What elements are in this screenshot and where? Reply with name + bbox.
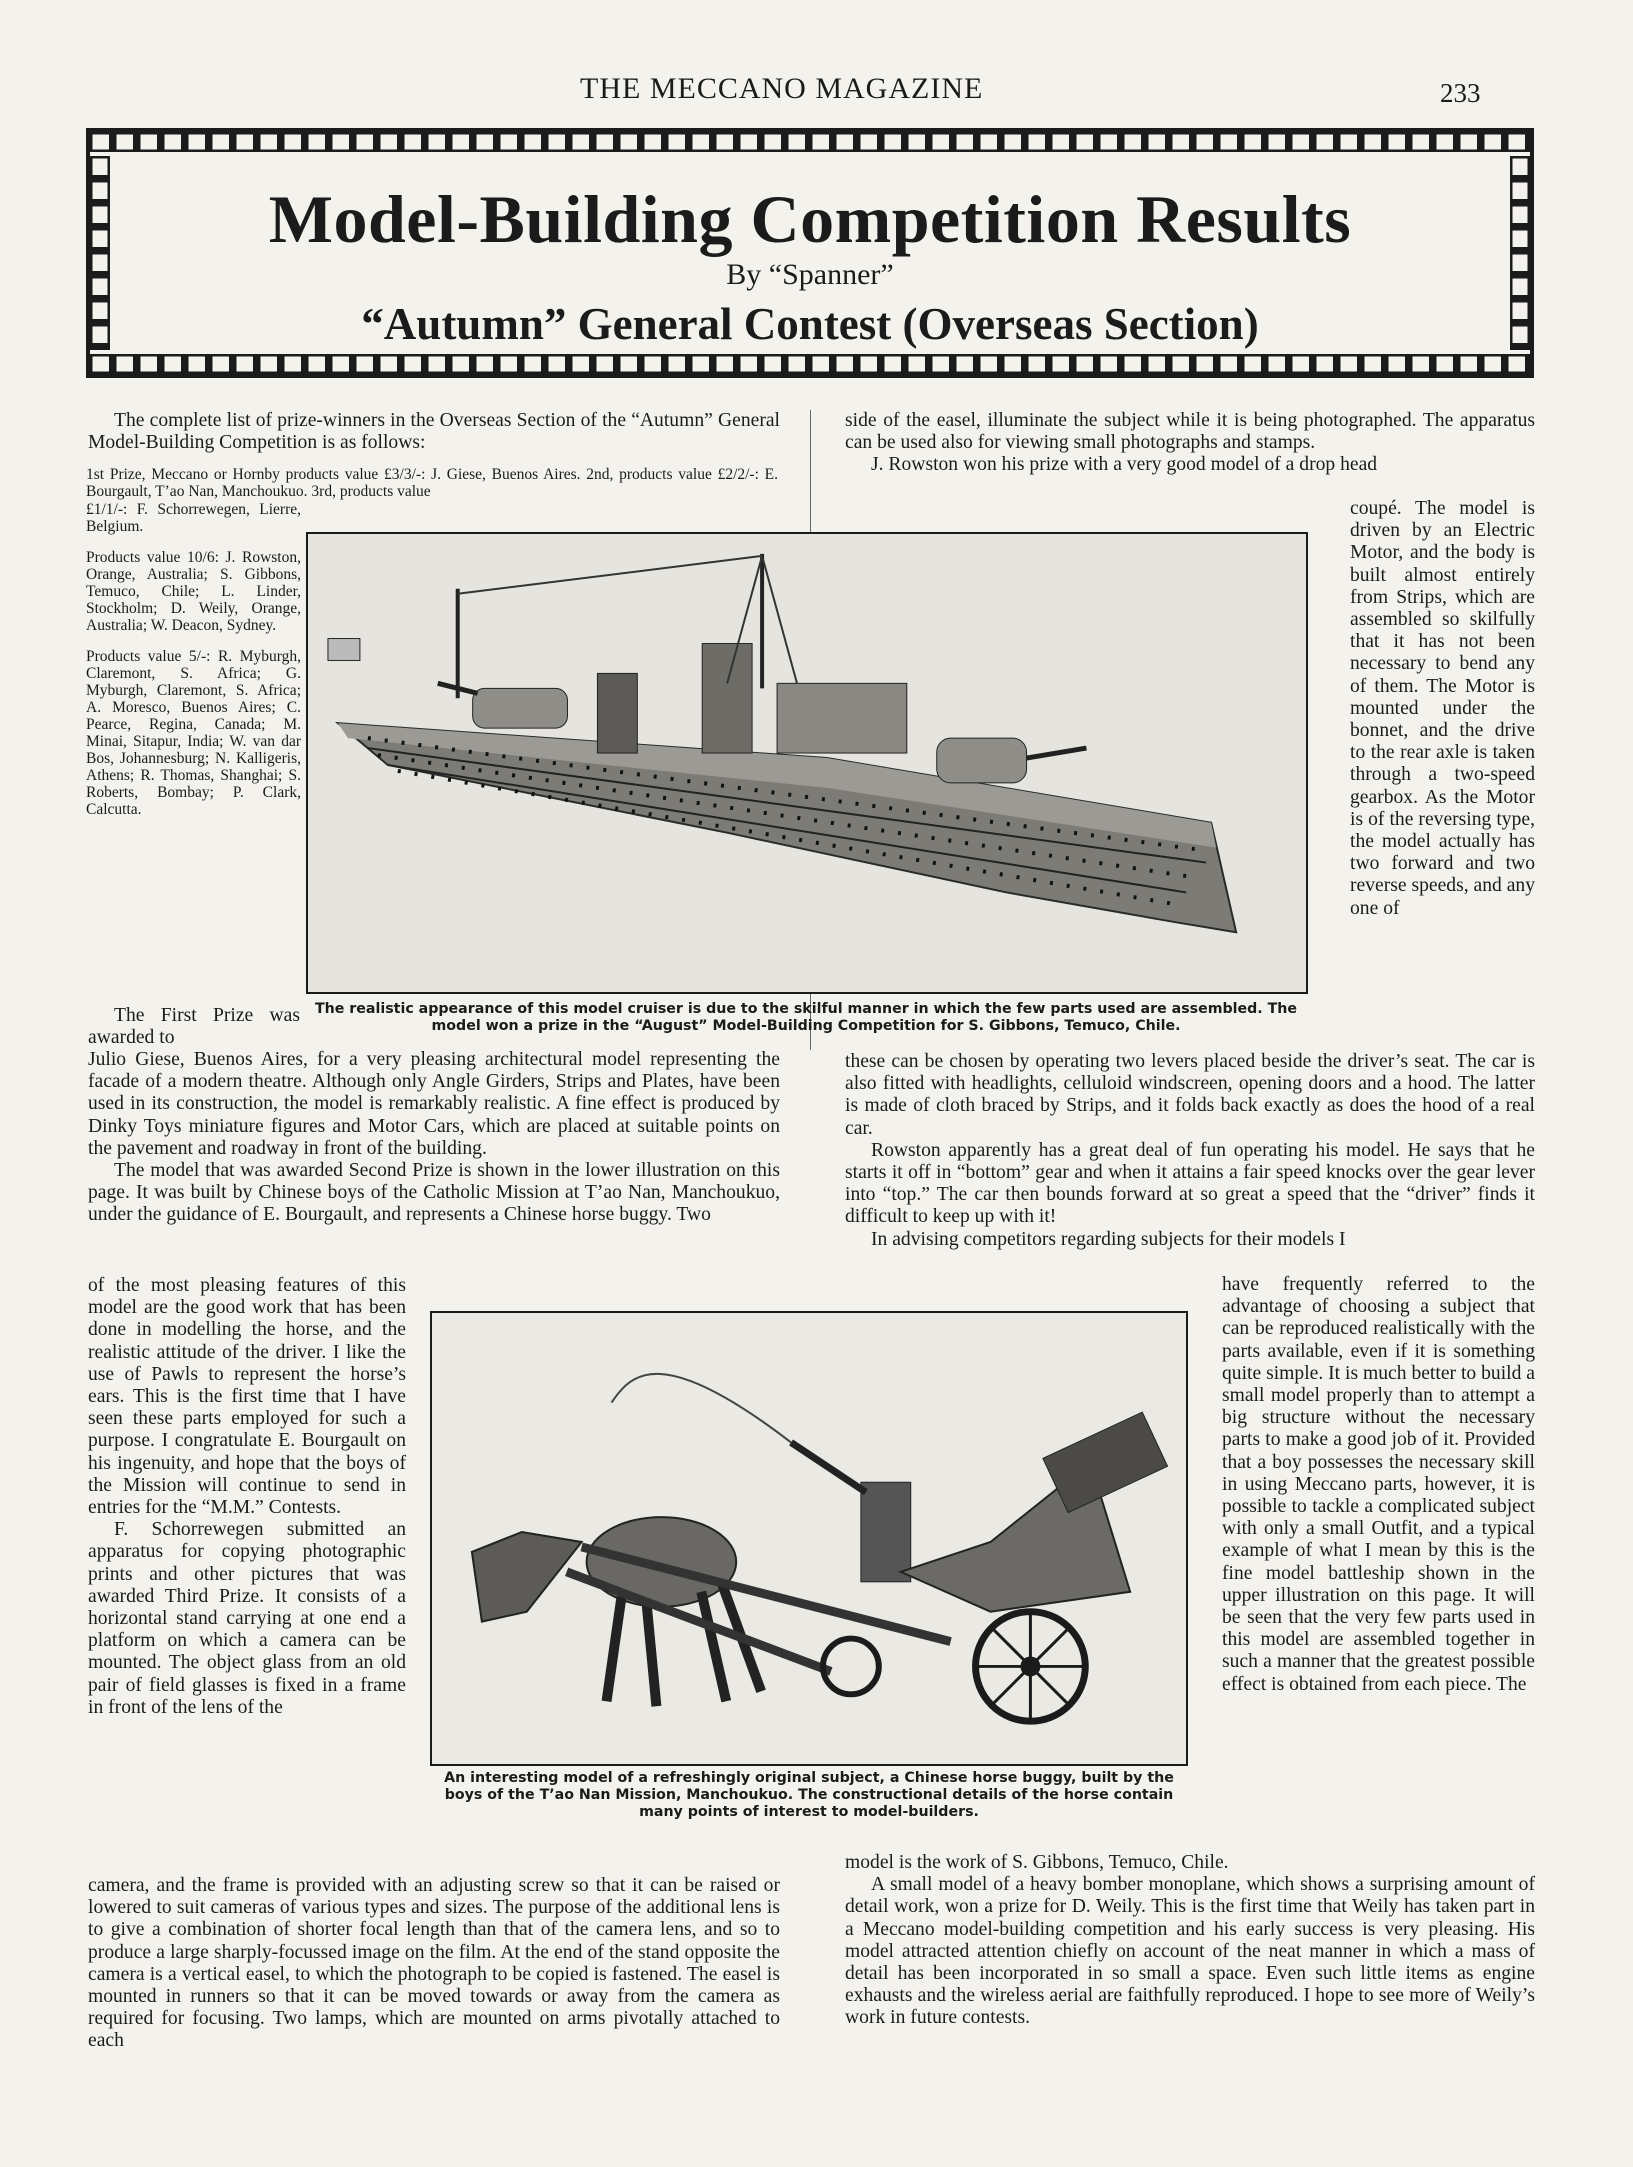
horse-buggy-photo (430, 1311, 1188, 1766)
advising-narrow: have frequently referred to the advantage of choosing a subject that can be reproduced realistically with the parts available, even if it is something quite simple. It is much better to build a small model properly than to attempt a big structure without the necessary parts to make a good job of it. Provided that a boy possesses the necessary skill in using Meccano parts, however, it is possible to tackle a complicated subject with only a small Outfit, and a typical example of what I mean by this is the fine model battleship shown in the upper illustration on this page. It will be seen that the very few parts used in this model are assembled together in such a manner that the greatest possible effect is obtained from each piece. The (1222, 1274, 1535, 1695)
prize-list-column: £1/1/-: F. Schorrewegen, Lierre, Belgium. Products value 10/6: J. Rowston, Orange, Australia; S. Gibbons, Temuco, Chile; L. Linder, Stockholm; D. Weily, Orange, Australia; W. Deacon, Sydney. Products value 5/-: R. Myburgh, Claremont, S. Africa; G. Myburgh, Claremont, S. Africa; A. Moresco, Buenos Aires; C. Pearce, Regina, Canada; M. Minai, Sitapur, India; W. van dar Bos, Johannesburg; N. Kalligeris, Athens; R. Thomas, Shanghai; S. Roberts, Bombay; P. Clark, Calcutta. (86, 501, 301, 818)
products-5-list: Products value 5/-: R. Myburgh, Claremont, S. Africa; G. Myburgh, Claremont, S. Africa; A. Moresco, Buenos Aires; C. Pearce, Regina, Canada; M. Minai, Sitapur, India; W. van dar Bos, Johannesburg; N. Kalligeris, Athens; R. Thomas, Shanghai; S. Roberts, Bombay; P. Clark, Calcutta. (86, 648, 301, 818)
magazine-title: THE MECCANO MAGAZINE (580, 72, 984, 105)
second-prize-paragraph: The model that was awarded Second Prize is shown in the lower illustration on this page. It was built by Chinese boys of the Catholic Mission at T’ao Nan, Manchoukuo, under the guidance of E. Bourgault, and represents a Chinese horse buggy. Two (88, 1160, 780, 1226)
banner-bottom-squares (90, 354, 1530, 374)
horse-buggy-caption: An interesting model of a refreshingly original subject, a Chinese horse buggy, built by the boys of the T’ao Nan Mission, Manchoukuo. The constructional details of the horse contain many points of interest to model-builders. (444, 1770, 1174, 1820)
weily-paragraph: A small model of a heavy bomber monoplane, which shows a surprising amount of detail work, won a prize for D. Weily. This is the first time that Weily has taken part in a Meccano model-building competition and his early success is very pleasing. His model attracted attention chiefly on account of the neat manner in which a mass of detail has been incorporated in so small a space. Even such little items as engine exhausts and the wireless aerial are faithfully reproduced. I hope to see more of Weily’s work in future contests. (845, 1874, 1535, 2029)
third-prize-paragraph: F. Schorrewegen submitted an apparatus for copying photographic prints and other pictures that was awarded Third Prize. It consists of a horizontal stand carrying at one end a platform on which a camera can be mounted. The object glass from an old pair of field glasses is fixed in a frame in front of the lens of the (88, 1519, 406, 1718)
prize-list-top: 1st Prize, Meccano or Hornby products value £3/3/-: J. Giese, Buenos Aires. 2nd, products value £2/2/-: E. Bourgault, T’ao Nan, Manchoukuo. 3rd, products value (86, 466, 778, 500)
products-10-list: Products value 10/6: J. Rowston, Orange, Australia; S. Gibbons, Temuco, Chile; L. Linder, Stockholm; D. Weily, Orange, Australia; W. Deacon, Sydney. (86, 549, 301, 634)
advising-rest: model is the work of S. Gibbons, Temuco, Chile. A small model of a heavy bomber monoplane, which shows a surprising amount of detail work, won a prize for D. Weily. This is the first time that Weily has taken part in a Meccano model-building competition and his early success is very pleasing. His model attracted attention chiefly on account of the neat manner in which a mass of detail has been incorporated in so small a space. Even such little items as engine exhausts and the wireless aerial are faithfully reproduced. I hope to see more of Weily’s work in future contests. (845, 1852, 1535, 2029)
article-subtitle: “Autumn” General Contest (Overseas Section) (361, 299, 1259, 349)
article-byline: By “Spanner” (726, 258, 894, 291)
first-prize-lead: The First Prize was awarded to (88, 1005, 300, 1049)
banner-top-squares (90, 132, 1530, 152)
banner-right-squares (1510, 156, 1530, 350)
horse-buggy-illustration (432, 1313, 1186, 1764)
rowston-fun: Rowston apparently has a great deal of fun operating his model. He says that he starts it off in “bottom” gear and when it attains a fair speed knocks over the gear lever into “top.” The car then bounds forward at so great a speed that the “driver” finds it difficult to keep up with it! (845, 1139, 1535, 1228)
rowston-lead: J. Rowston won his prize with a very good model of a drop head (871, 454, 1378, 476)
advising-lead: In advising competitors regarding subjects for their models I (871, 1228, 1346, 1250)
cruiser-caption: The realistic appearance of this model cruiser is due to the skilful manner in which the few parts used are assembled. The model won a prize in the “August” Model-Building Competition for S. Gibbons, Temuco, Chile. (314, 1001, 1298, 1034)
second-prize-continued: of the most pleasing features of this model are the good work that has been done in modelling the horse, and the realistic attitude of the driver. I like the use of Pawls to represent the horse’s ears. This is the first time that I have seen these parts employed for such a purpose. I congratulate E. Bourgault on his ingenuity, and hope that the boys of the Mission will continue to send in entries for the “M.M.” Contests. F. Schorrewegen submitted an apparatus for copying photographic prints and other pictures that was awarded Third Prize. It consists of a horizontal stand carrying at one end a platform on which a camera can be mounted. The object glass from an old pair of field glasses is fixed in a frame in front of the lens of the (88, 1275, 406, 1718)
rowston-rest: these can be chosen by operating two levers placed beside the driver’s seat. The car is also fitted with headlights, celluloid windscreen, opening doors and a hood. The latter is made of cloth braced by Strips, and it folds back exactly as does the hood of a real car. Rowston apparently has a great deal of fun operating his model. He says that he starts it off in “bottom” gear and when it attains a fair speed knocks over the gear lever into “top.” The car then bounds forward at so great a speed that the “driver” finds it difficult to keep up with it! In advising competitors regarding subjects for their models I (845, 1051, 1535, 1250)
col2-top: side of the easel, illuminate the subject while it is being photographed. The apparatus can be used also for viewing small photographs and stamps. J. Rowston won his prize with a very good model of a drop head (845, 410, 1535, 476)
page-number: 233 (1440, 78, 1481, 108)
first-prize-body: Julio Giese, Buenos Aires, for a very pleasing architectural model representing the facade of a modern theatre. Although only Angle Girders, Strips and Plates, have been used in its construction, the model is remarkably realistic. A fine effect is produced by Dinky Toys miniature figures and Motor Cars, which are placed at suitable points on the pavement and roadway in front of the building. The model that was awarded Second Prize is shown in the lower illustration on this page. It was built by Chinese boys of the Catholic Mission at T’ao Nan, Manchoukuo, under the guidance of E. Bourgault, and represents a Chinese horse buggy. Two (88, 1049, 780, 1226)
cruiser-illustration (308, 534, 1306, 992)
third-prize-continued: camera, and the frame is provided with an adjusting screw so that it can be raised or lowered to suit cameras of various types and sizes. The purpose of the additional lens is to give a combination of shorter focal length than that of the camera lens, and so to produce a large sharply-focussed image on the film. At the end of the stand opposite the camera is a vertical easel, to which the photograph to be copied is fastened. The easel is mounted in runners so that it can be moved towards or away from the camera as required for focusing. Two lamps, which are mounted on arms pivotally attached to each (88, 1875, 780, 2052)
banner-left-squares (90, 156, 110, 350)
cruiser-model-photo (306, 532, 1308, 994)
rowston-narrow: coupé. The model is driven by an Electric Motor, and the body is built almost entirely from Strips, which are assembled so skilfully that it has not been necessary to bend any of them. The Motor is mounted under the bonnet, and the drive to the rear axle is taken through a two-speed gearbox. As the Motor is of the reversing type, the model actually has two forward and two reverse speeds, and any one of (1350, 498, 1535, 919)
article-title: Model-Building Competition Results (268, 181, 1352, 257)
intro-paragraph: The complete list of prize-winners in the Overseas Section of the “Autumn” General Model-Building Competition is as follows: (88, 410, 780, 454)
